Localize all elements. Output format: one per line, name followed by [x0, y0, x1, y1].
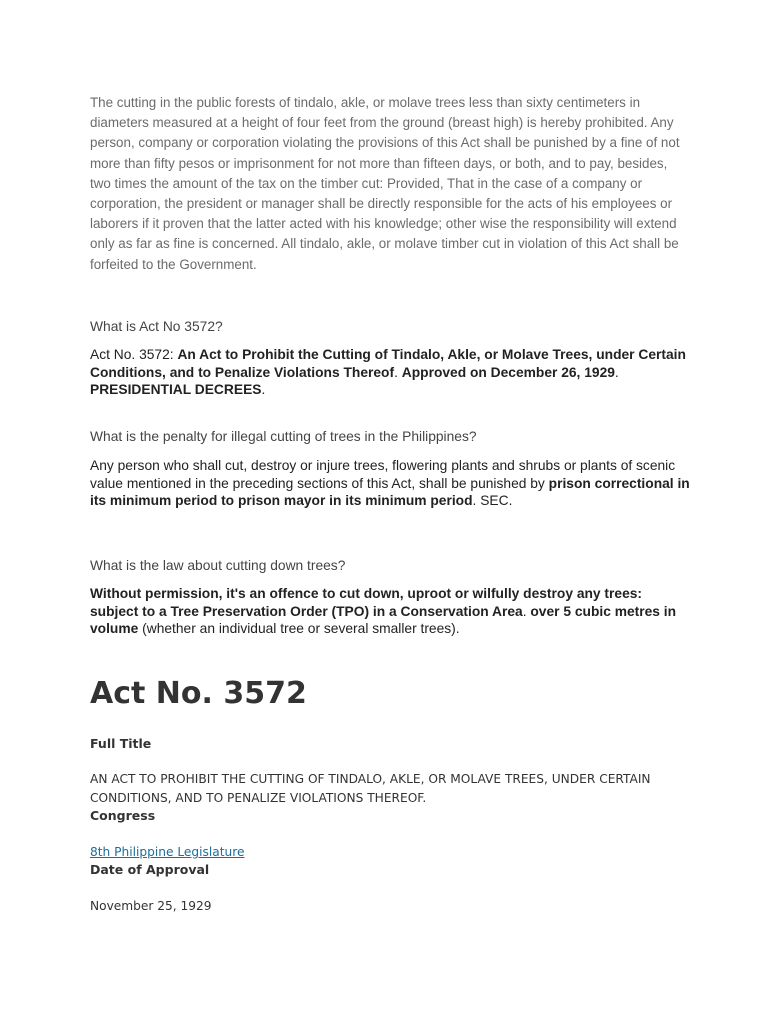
date-label: Date of Approval	[90, 862, 210, 877]
answer-law-cutting: Without permission, it's an offence to cut down, uproot or wilfully destroy any trees: subject to a Tree Preservation Order (TPO) in a Conservation Area. over 5 cubic metres in volume (whether an individual tree or several smaller trees).	[90, 586, 677, 636]
full-title-label: Full Title	[90, 736, 152, 751]
question-law-cutting: What is the law about cutting down trees?	[90, 558, 346, 573]
congress-value	[90, 843, 680, 862]
answer-penalty: Any person who shall cut, destroy or injure trees, flowering plants and shrubs or plants of scenic value mentioned in the preceding sections of this Act, shall be punished by prison correctional in its minimum period to prison mayor in its minimum period. SEC.	[90, 458, 690, 508]
full-title-value: AN ACT TO PROHIBIT THE CUTTING OF TINDALO, AKLE, OR MOLAVE TREES, UNDER CERTAIN CONDITIONS, AND TO PENALIZE VIOLATIONS THEREOF.	[90, 772, 651, 805]
question-penalty: What is the penalty for illegal cutting of trees in the Philippines?	[90, 429, 477, 444]
intro-paragraph: The cutting in the public forests of tindalo, akle, or molave trees less than sixty centimeters in diameters measured at a height of four feet from the ground (breast high) is hereby prohibited. Any person, company or corporation violating the provisions of this Act shall be punished by a fine of not more than fifty pesos or imprisonment for not more than fifteen days, or both, and to pay, besides, two times the amount of the tax on the timber cut: Provided, That in the case of a company or corporation, the president or manager shall be directly responsible for the acts of his employees or laborers if it proven that the latter acted with his knowledge; other wise the responsibility will extend only as far as fine is concerned. All tindalo, akle, or molave timber cut in violation of this Act shall be forfeited to the Government.	[90, 95, 680, 272]
congress-link[interactable]: 8th Philippine Legislature	[90, 845, 245, 859]
act-title: Act No. 3572	[90, 676, 307, 711]
question-act-3572: What is Act No 3572?	[90, 319, 223, 334]
congress-label: Congress	[90, 808, 156, 823]
answer-act-3572: Act No. 3572: An Act to Prohibit the Cutting of Tindalo, Akle, or Molave Trees, under Certain Conditions, and to Penalize Violations Thereof. Approved on December 26, 1929. PRESIDENTIAL DECREES.	[90, 347, 686, 397]
date-value: November 25, 1929	[90, 899, 212, 913]
